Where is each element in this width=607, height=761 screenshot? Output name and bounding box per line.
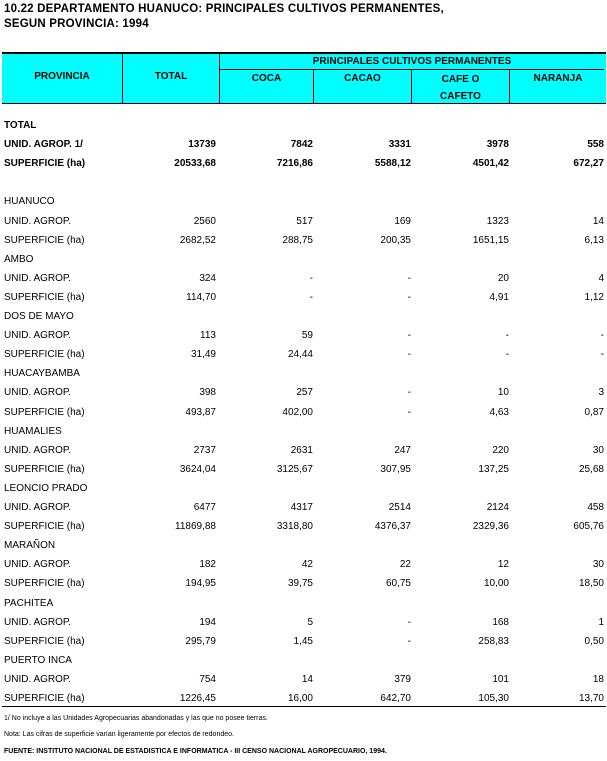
table-row: [0, 269, 607, 288]
cell-value: -: [407, 406, 411, 418]
cell-value: 24,44: [287, 349, 313, 361]
cell-value: 2514: [388, 502, 411, 513]
cell-value: 4501,42: [472, 158, 509, 170]
cell-value: 14: [301, 673, 313, 685]
header-total: TOTAL: [154, 71, 188, 82]
table-row: [0, 154, 607, 173]
cell-value: 4376,37: [374, 521, 411, 533]
table-row: [0, 422, 607, 441]
table-row: [0, 574, 607, 593]
cell-value: 137,25: [478, 463, 509, 475]
cell-value: 402,00: [282, 406, 313, 418]
cell-value: 13,70: [578, 693, 604, 704]
cell-value: 105,30: [478, 693, 509, 704]
row-label: PACHITEA: [4, 597, 54, 609]
row-label: SUPERFICIE (ha): [4, 291, 85, 303]
table-row: [0, 670, 607, 689]
row-label: PUERTO INCA: [4, 654, 72, 666]
cell-value: 288,75: [282, 234, 313, 246]
cell-value: 30: [592, 559, 604, 571]
cell-value: 13739: [188, 139, 216, 151]
header-group: PRINCIPALES CULTIVOS PERMANENTES: [312, 56, 512, 67]
row-label: SUPERFICIE (ha): [4, 635, 85, 647]
header-naranja: NARANJA: [533, 73, 583, 84]
cell-value: 194,95: [185, 578, 216, 590]
table-row: [0, 288, 607, 307]
header-group-rule: [219, 69, 604, 70]
cell-value: 672,27: [573, 158, 604, 170]
footnote-1: 1/ No incluye a las Unidades Agropecuarias abandonadas y las que no posee tierras.: [4, 715, 268, 722]
row-label: SUPERFICIE (ha): [4, 234, 85, 246]
table-title: [4, 2, 444, 32]
row-label: UNID. AGROP.: [4, 559, 72, 571]
cell-value: 0,50: [584, 635, 604, 647]
cell-value: 295,79: [185, 635, 216, 647]
table-row: [0, 116, 607, 135]
cell-value: 0,87: [584, 406, 604, 418]
header-cacao: CACAO: [344, 73, 381, 84]
cell-value: 458: [587, 502, 604, 513]
cell-value: 493,87: [185, 406, 216, 418]
header-coca: COCA: [251, 73, 282, 84]
cell-value: 3125,67: [276, 463, 313, 475]
cell-value: -: [407, 616, 411, 628]
cell-value: 1323: [486, 215, 509, 227]
cell-value: 60,75: [385, 578, 411, 590]
cell-value: 3318,80: [276, 521, 313, 533]
cell-value: 4317: [290, 502, 313, 513]
cell-value: 2124: [486, 502, 509, 513]
cell-value: 30: [592, 444, 604, 456]
cell-value: -: [505, 330, 509, 342]
cell-value: -: [600, 349, 604, 361]
table-row: [0, 651, 607, 670]
source-note: FUENTE: INSTITUTO NACIONAL DE ESTADISTICA E INFORMATICA - III CENSO NACIONAL AGROPECUARIO, 1994.: [4, 748, 387, 755]
cell-value: 517: [296, 215, 313, 227]
table-row: [0, 460, 607, 479]
row-label: UNID. AGROP.: [4, 330, 72, 342]
table-row: [0, 173, 607, 192]
title-line-1: 10.22 DEPARTAMENTO HUANUCO: PRINCIPALES CULTIVOS PERMANENTES,: [4, 3, 444, 15]
table-row: [0, 613, 607, 632]
table-row: [0, 403, 607, 422]
cell-value: 200,35: [380, 234, 411, 246]
table-row: [0, 555, 607, 574]
table-row: [0, 479, 607, 498]
cell-value: -: [309, 272, 313, 284]
cell-value: 7842: [290, 139, 313, 151]
cell-value: 379: [394, 673, 411, 685]
cell-value: 1,45: [293, 635, 313, 647]
table-row: [0, 441, 607, 460]
row-label: HUACAYBAMBA: [4, 368, 80, 380]
cell-value: 169: [394, 215, 411, 227]
cell-value: 398: [199, 387, 216, 399]
header-cafe-line-2: CAFETO: [440, 91, 481, 102]
cell-value: 22: [399, 559, 411, 571]
table-row: [0, 135, 607, 154]
row-label: UNID. AGROP.: [4, 387, 72, 399]
table-row: [0, 212, 607, 231]
cell-value: 10: [497, 387, 509, 399]
table-row: [0, 307, 607, 326]
cell-value: 182: [199, 559, 216, 571]
cell-value: 42: [301, 559, 313, 571]
cell-value: 3331: [388, 139, 411, 151]
table-row: [0, 231, 607, 250]
cell-value: 2737: [193, 444, 216, 456]
cell-value: 1651,15: [472, 234, 509, 246]
cell-value: 18: [592, 673, 604, 685]
cell-value: -: [407, 387, 411, 399]
cell-value: 10,00: [483, 578, 509, 590]
cell-value: 25,68: [578, 463, 604, 475]
row-label: UNID. AGROP.: [4, 215, 72, 227]
cell-value: 2631: [290, 444, 313, 456]
cell-value: -: [505, 349, 509, 361]
row-label: SUPERFICIE (ha): [4, 578, 85, 590]
title-line-2: SEGUN PROVINCIA: 1994: [4, 18, 149, 30]
cell-value: 59: [301, 330, 313, 342]
cell-value: 258,83: [478, 635, 509, 647]
cell-value: 31,49: [190, 349, 216, 361]
cell-value: -: [407, 330, 411, 342]
cell-value: 4: [598, 272, 604, 284]
cell-value: 14: [592, 215, 604, 227]
cell-value: 2560: [193, 215, 216, 227]
cell-value: 1: [598, 616, 604, 628]
row-label: UNID. AGROP.: [4, 502, 72, 513]
cell-value: 3: [598, 387, 604, 399]
cell-value: 642,70: [380, 693, 411, 704]
cell-value: 3624,04: [179, 463, 216, 475]
header-provincia: PROVINCIA: [34, 71, 90, 82]
row-label: UNID. AGROP.: [4, 616, 72, 628]
table-row: [0, 536, 607, 555]
cell-value: 18,50: [578, 578, 604, 590]
cell-value: 194: [199, 616, 216, 628]
cell-value: 307,95: [380, 463, 411, 475]
cell-value: -: [600, 330, 604, 342]
header-cafe: [412, 73, 509, 108]
cell-value: 20: [497, 272, 509, 284]
row-label: HUANUCO: [4, 196, 55, 208]
table-row: [0, 383, 607, 402]
cell-value: -: [407, 635, 411, 647]
cell-value: 605,76: [573, 521, 604, 533]
row-label: MARAÑON: [4, 540, 56, 552]
cell-value: 754: [199, 673, 216, 685]
cell-value: 3978: [486, 139, 509, 151]
row-label: LEONCIO PRADO: [4, 482, 88, 494]
cell-value: -: [407, 272, 411, 284]
cell-value: 7216,86: [276, 158, 313, 170]
row-label: HUAMALIES: [4, 425, 62, 437]
cell-value: 168: [492, 616, 509, 628]
table-row: [0, 594, 607, 613]
cell-value: 324: [199, 272, 216, 284]
cell-value: 257: [296, 387, 313, 399]
cell-value: 101: [492, 673, 509, 685]
row-label: SUPERFICIE (ha): [4, 521, 85, 533]
table-row: [0, 345, 607, 364]
cell-value: 20533,68: [174, 158, 216, 170]
cell-value: 1226,45: [179, 693, 216, 704]
table-row: [0, 192, 607, 211]
footnote-2: Nota: Las cifras de superficie varían ligeramente por efectos de redondeo.: [4, 731, 234, 738]
row-label: SUPERFICIE (ha): [4, 693, 85, 704]
table-row: [0, 498, 607, 517]
row-label: TOTAL: [4, 120, 37, 131]
row-label: AMBO: [4, 253, 34, 265]
table-row: [0, 326, 607, 345]
cell-value: 16,00: [287, 693, 313, 704]
cell-value: 113: [200, 330, 216, 342]
cell-value: 2682,52: [179, 234, 216, 246]
cell-value: 6477: [193, 502, 216, 513]
table-row: [0, 632, 607, 651]
cell-value: 6,13: [584, 234, 604, 246]
cell-value: 558: [587, 139, 604, 151]
table-row: [0, 364, 607, 383]
cell-value: -: [407, 349, 411, 361]
row-label: SUPERFICIE (ha): [4, 406, 85, 418]
row-label: SUPERFICIE (ha): [4, 349, 85, 361]
table-row: [0, 517, 607, 536]
cell-value: -: [309, 291, 313, 303]
cell-value: 11869,88: [175, 521, 216, 533]
cell-value: 4,91: [489, 291, 509, 303]
table-row: [0, 250, 607, 269]
cell-value: 12: [497, 559, 509, 571]
table-header: [2, 52, 606, 104]
cell-value: 247: [394, 444, 411, 456]
cell-value: 4,63: [489, 406, 509, 418]
row-label: UNID. AGROP.: [4, 444, 72, 456]
cell-value: 114,70: [186, 291, 216, 303]
cell-value: 39,75: [287, 578, 313, 590]
row-label: SUPERFICIE (ha): [4, 158, 86, 170]
cell-value: 1,12: [584, 291, 604, 303]
cell-value: 5588,12: [374, 158, 411, 170]
cell-value: 220: [492, 444, 509, 456]
header-cafe-line-1: CAFE O: [441, 74, 480, 85]
cell-value: 2329,36: [472, 521, 509, 533]
row-label: SUPERFICIE (ha): [4, 463, 85, 475]
cell-value: 5: [307, 616, 313, 628]
cell-value: -: [407, 291, 411, 303]
row-label: UNID. AGROP. 1/: [4, 139, 83, 151]
table-bottom-rule: [2, 706, 606, 707]
row-label: DOS DE MAYO: [4, 311, 74, 322]
row-label: UNID. AGROP.: [4, 673, 72, 685]
row-label: UNID. AGROP.: [4, 272, 72, 284]
